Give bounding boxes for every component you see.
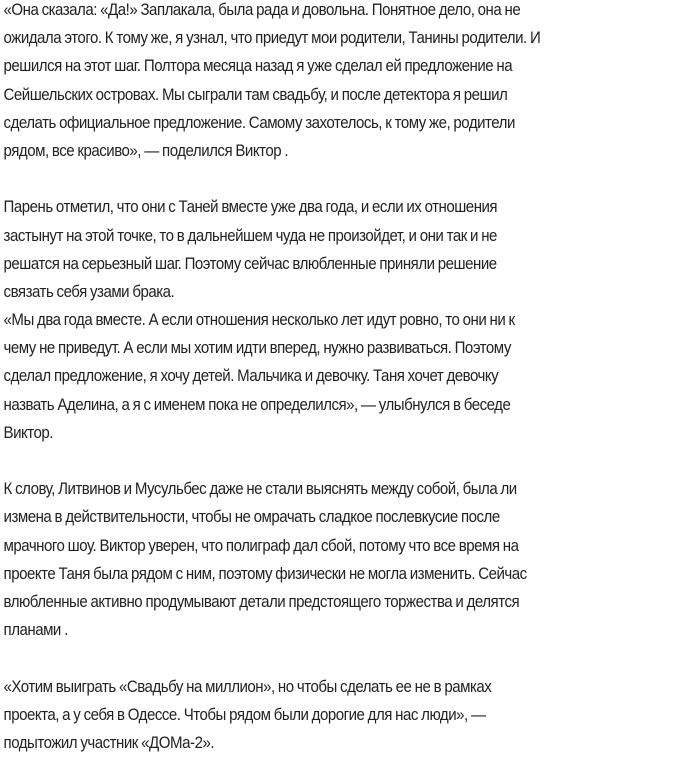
text-line: «Хотим выиграть «Свадьбу на миллион», но чтобы сделать ее не в рамках bbox=[4, 673, 694, 701]
text-line: «Она сказала: «Да!» Заплакала, была рада и довольна. Понятное дело, она не bbox=[4, 0, 694, 24]
text-line: влюбленные активно продумывают детали предстоящего торжества и делятся bbox=[4, 588, 694, 616]
text-line: проекта, а у себя в Одессе. Чтобы рядом были дорогие для нас люди», — bbox=[4, 701, 694, 729]
text-line: планами . bbox=[4, 616, 694, 644]
text-line: решился на этот шаг. Полтора месяца назад я уже сделал ей предложение на bbox=[4, 52, 694, 80]
text-line: Сейшельских островах. Мы сыграли там свадьбу, и после детектора я решил bbox=[4, 81, 694, 109]
text-line: назвать Аделина, а я с именем пока не определился», — улыбнулся в беседе bbox=[4, 391, 694, 419]
text-line: мрачного шоу. Виктор уверен, что полиграф дал сбой, потому что все время на bbox=[4, 532, 694, 560]
text-line: измена в действительности, чтобы не омрачать сладкое послевкусие после bbox=[4, 503, 694, 531]
paragraph-million-quote bbox=[4, 673, 694, 757]
text-line: решатся на серьезный шаг. Поэтому сейчас влюбленные приняли решение bbox=[4, 250, 694, 278]
paragraph-spacer bbox=[4, 644, 694, 672]
paragraph-spacer bbox=[4, 165, 694, 193]
text-line: застынут на этой точке, то в дальнейшем чуда не произойдет, и они так и не bbox=[4, 222, 694, 250]
paragraph-spacer bbox=[4, 447, 694, 475]
text-line: ожидала этого. К тому же, я узнал, что приедут мои родители, Танины родители. И bbox=[4, 24, 694, 52]
text-line: сделать официальное предложение. Самому захотелось, к тому же, родители bbox=[4, 109, 694, 137]
text-line: связать себя узами брака. bbox=[4, 278, 694, 306]
text-line: «Мы два года вместе. А если отношения несколько лет идут ровно, то они ни к bbox=[4, 306, 694, 334]
text-line: проекте Таня была рядом с ним, поэтому физически не могла изменить. Сейчас bbox=[4, 560, 694, 588]
paragraph-children-quote bbox=[4, 306, 694, 447]
text-line: Виктор. bbox=[4, 419, 694, 447]
paragraph-polygraph bbox=[4, 475, 694, 644]
text-line: сделал предложение, я хочу детей. Мальчика и девочку. Таня хочет девочку bbox=[4, 362, 694, 390]
text-line: Парень отметил, что они с Таней вместе уже два года, и если их отношения bbox=[4, 193, 694, 221]
text-line: подытожил участник «ДОМа-2». bbox=[4, 729, 694, 757]
text-line: чему не приведут. А если мы хотим идти вперед, нужно развиваться. Поэтому bbox=[4, 334, 694, 362]
text-line: К слову, Литвинов и Мусульбес даже не стали выяснять между собой, была ли bbox=[4, 475, 694, 503]
paragraph-two-years bbox=[4, 193, 694, 306]
paragraph-proposal-quote bbox=[4, 0, 694, 165]
text-line: рядом, все красиво», — поделился Виктор . bbox=[4, 137, 694, 165]
